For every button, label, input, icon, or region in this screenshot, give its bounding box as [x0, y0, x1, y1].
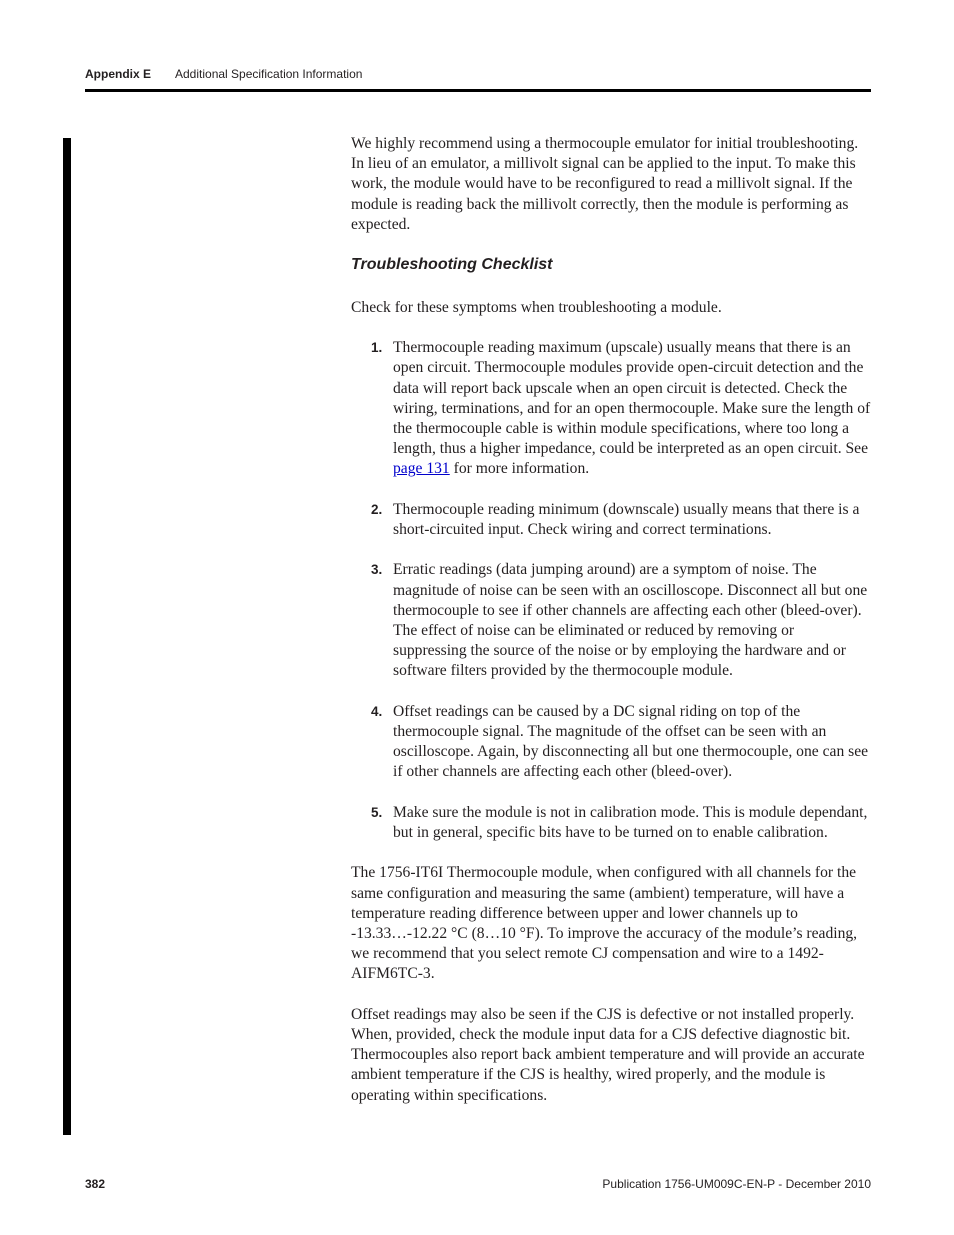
page-number: 382 — [85, 1177, 106, 1191]
appendix-label: Appendix E — [85, 67, 152, 81]
list-item — [351, 702, 871, 783]
list-item — [351, 803, 871, 843]
list-number: 3. — [371, 562, 383, 578]
page-link[interactable]: page 131 — [393, 460, 450, 478]
list-text: Make sure the module is not in calibration mode. This is module dependant, but in general, specific bits have to be turned on to enable calibration. — [393, 803, 868, 842]
page-header — [85, 66, 871, 88]
section-heading: Troubleshooting Checklist — [351, 256, 553, 274]
list-item — [351, 500, 871, 540]
it6i-paragraph: The 1756-IT6I Thermocouple module, when configured with all channels for the same configuration and measuring the same (ambient) temperature, will have a temperature reading difference between upper and lower channels up to -13.33…-12.22 °C (8…10 °F). To improve the accuracy of the module’s reading, we recommend that you select remote CJ compensation and wire to a 1492-AIFM6TC-3. — [351, 864, 858, 983]
list-item — [351, 338, 871, 479]
list-number: 5. — [371, 804, 383, 820]
header-title: Additional Specification Information — [175, 67, 363, 81]
header-divider — [85, 89, 871, 92]
troubleshooting-checklist — [351, 338, 871, 843]
checklist-lead: Check for these symptoms when troubleshooting a module. — [351, 299, 722, 317]
main-content — [351, 134, 871, 1106]
list-text: Erratic readings (data jumping around) are a symptom of noise. The magnitude of noise can be seen with an oscilloscope. Disconnect all but one thermocouple to see if other channels are affecting each other (bleed-over). The effect of noise can be eliminated or reduced by removing or suppressing the source of the noise or by employing the hardware and or software filters provided by the thermocouple module. — [393, 561, 868, 680]
change-bar — [63, 138, 71, 1135]
cjs-paragraph: Offset readings may also be seen if the CJS is defective or not installed properly. When, provided, check the module input data for a CJS defective diagnostic bit. Thermocouples also report back ambient temperature and will provide an accurate ambient temperature if the CJS is healthy, wired properly, and the module is operating within specifications. — [351, 1005, 865, 1104]
list-number: 1. — [371, 340, 383, 356]
intro-paragraph: We highly recommend using a thermocouple emulator for initial troubleshooting. In lieu of an emulator, a millivolt signal can be applied to the input. To make this work, the module would have to be reconfigured to read a millivolt signal. If the module is reading back the millivolt correctly, then the module is performing as expected. — [351, 135, 859, 233]
list-text: Offset readings can be caused by a DC signal riding on top of the thermocouple signal. The magnitude of the offset can be seen with an oscilloscope. Again, by disconnecting all but one thermocouple, one can see if other channels are affecting each other (bleed-over). — [393, 702, 869, 781]
list-text-end: for more information. — [449, 460, 590, 478]
publication-info: Publication 1756-UM009C-EN-P - December 2010 — [602, 1177, 871, 1191]
list-number: 4. — [371, 703, 383, 719]
list-text: Thermocouple reading minimum (downscale) usually means that there is a short-circuited input. Check wiring and correct terminations. — [393, 500, 860, 539]
list-number: 2. — [371, 501, 383, 517]
list-item — [351, 560, 871, 681]
list-text: Thermocouple reading maximum (upscale) usually means that there is an open circuit. Thermocouple modules provide open-circuit detection and the data will report back upscale when an open circuit is detected. Check the wiring, terminations, and for an open thermocouple. Make sure the length of the thermocouple cable is within module specifications, where too long a length, thus a higher impedance, could be interpreted as an open circuit. See — [393, 339, 871, 458]
